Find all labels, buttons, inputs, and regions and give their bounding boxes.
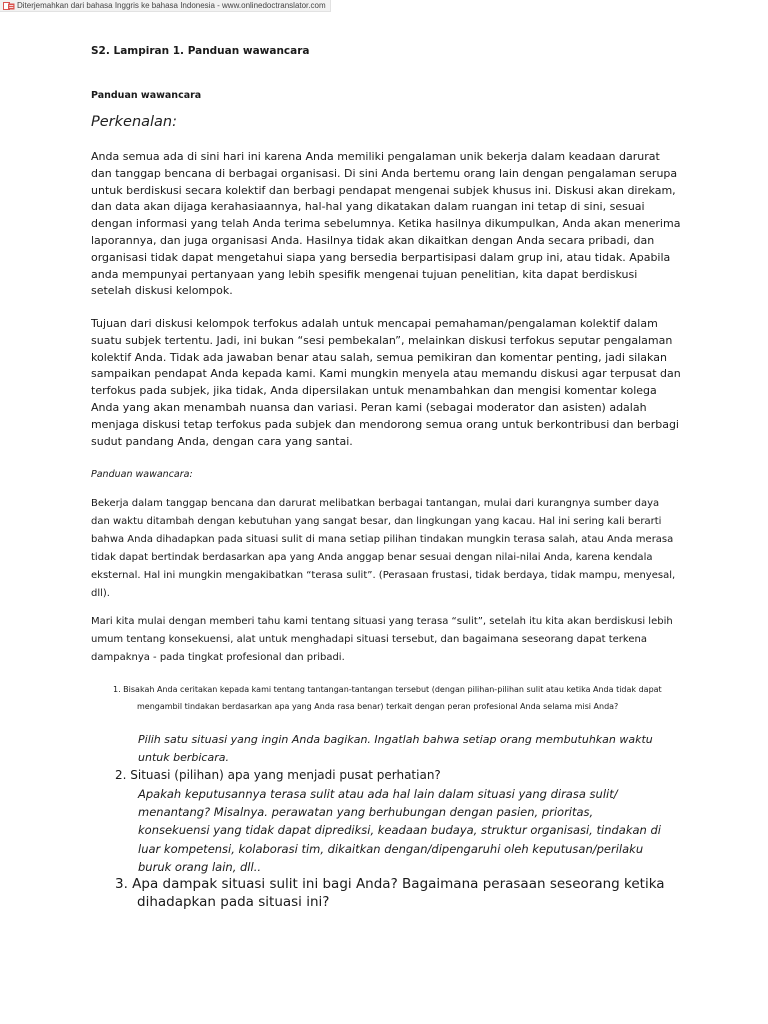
document-heading: S2. Lampiran 1. Panduan wawancara: [91, 45, 310, 57]
intro-paragraph-1: Anda semua ada di sini hari ini karena Anda memiliki pengalaman unik bekerja dalam keadaan darurat dan tanggap bencana di berbagai organisasi. Di sini Anda bertemu orang lain dengan pengalaman serupa untuk berdiskusi secara kolektif dan berbagi pendapat mengenai subjek khusus ini. Diskusi akan direkam, dan data akan dijaga kerahasiaannya, hal-hal yang dikatakan dalam ruangan ini tetap di sini, sesuai dengan informasi yang telah Anda terima sebelumnya. Ketika hasilnya dikumpulkan, Anda akan menerima laporannya, dan juga organisasi Anda. Hasilnya tidak akan dikaitkan dengan Anda secara pribadi, dan organisasi tidak dapat mengetahui siapa yang bersedia berpartisipasi dalam grup ini, atau tidak. Apabila anda mempunyai pertanyaan yang lebih spesifik mengenai tujuan penelitian, kita dapat berdiskusi setelah diskusi kelompok.: [91, 150, 681, 298]
question-2-note: Apakah keputusannya terasa sulit atau ada hal lain dalam situasi yang dirasa sulit/ menantang? Misalnya. perawatan yang berhubungan dengan pasien, prioritas, konsekuensi yang tidak dapat diprediksi, keadaan budaya, struktur organisasi, tindakan di luar kompetensi, kolaborasi tim, dikaitkan dengan/dipengaruhi oleh keputusan/perilaku buruk orang lain, dll..: [138, 787, 661, 874]
question-1-note: Pilih satu situasi yang ingin Anda bagikan. Ingatlah bahwa setiap orang membutuhkan waktu untuk berbicara.: [138, 733, 653, 764]
document-subheading: Panduan wawancara: [91, 90, 202, 101]
intro-paragraph-2: Tujuan dari diskusi kelompok terfokus adalah untuk mencapai pemahaman/pengalaman kolektif dalam suatu subjek tertentu. Jadi, ini bukan “sesi pembekalan”, melainkan diskusi terfokus seputar pengalaman kolektif Anda. Tidak ada jawaban benar atau salah, semua pemikiran dan komentar penting, jadi silakan sampaikan pendapat Anda kepada kami. Kami mungkin menyela atau memandu diskusi agar terpusat dan terfokus pada subjek, jika tidak, Anda dipersilakan untuk menambahkan dan mengisi komentar kolega Anda yang akan menambah nuansa dan variasi. Peran kami (sebagai moderator dan asisten) adalah menjaga diskusi tetap terfokus pada subjek dan mendorong semua orang untuk berkontribusi dan berbagi sudut pandang Anda, dengan cara yang santai.: [91, 317, 681, 448]
translator-banner-text[interactable]: Diterjemahkan dari bahasa Inggris ke bahasa Indonesia - www.onlinedoctranslator.com: [17, 1, 326, 10]
guide-label: Panduan wawancara:: [91, 469, 193, 480]
question-3: 3. Apa dampak situasi sulit ini bagi Anda? Bagaimana perasaan seseorang ketika dihadapkan pada situasi ini?: [115, 876, 665, 910]
intro-label: Perkenalan:: [91, 114, 178, 130]
question-2: 2. Situasi (pilihan) apa yang menjadi pusat perhatian?: [115, 768, 441, 782]
translator-logo-icon: [3, 2, 15, 10]
translator-banner[interactable]: [0, 0, 331, 12]
question-1: 1. Bisakah Anda ceritakan kepada kami tentang tantangan-tantangan tersebut (dengan pilihan-pilihan sulit atau ketika Anda tidak dapat mengambil tindakan berdasarkan apa yang Anda rasa benar) terkait dengan peran profesional Anda selama misi Anda?: [113, 685, 662, 711]
guide-paragraph-1: Bekerja dalam tanggap bencana dan darurat melibatkan berbagai tantangan, mulai dari kurangnya sumber daya dan waktu ditambah dengan kebutuhan yang sangat besar, dan lingkungan yang kacau. Hal ini sering kali berarti bahwa Anda dihadapkan pada situasi sulit di mana setiap pilihan tindakan mungkin terasa salah, atau Anda merasa tidak dapat bertindak berdasarkan apa yang Anda anggap benar sesuai dengan nilai-nilai Anda, karena kendala eksternal. Hal ini mungkin mengakibatkan “terasa sulit”. (Perasaan frustasi, tidak berdaya, tidak mampu, menyesal, dll).: [91, 498, 676, 599]
guide-paragraph-2: Mari kita mulai dengan memberi tahu kami tentang situasi yang terasa “sulit”, setelah itu kita akan berdiskusi lebih umum tentang konsekuensi, alat untuk menghadapi situasi tersebut, dan bagaimana seseorang dapat terkena dampaknya - pada tingkat profesional dan pribadi.: [91, 616, 673, 663]
